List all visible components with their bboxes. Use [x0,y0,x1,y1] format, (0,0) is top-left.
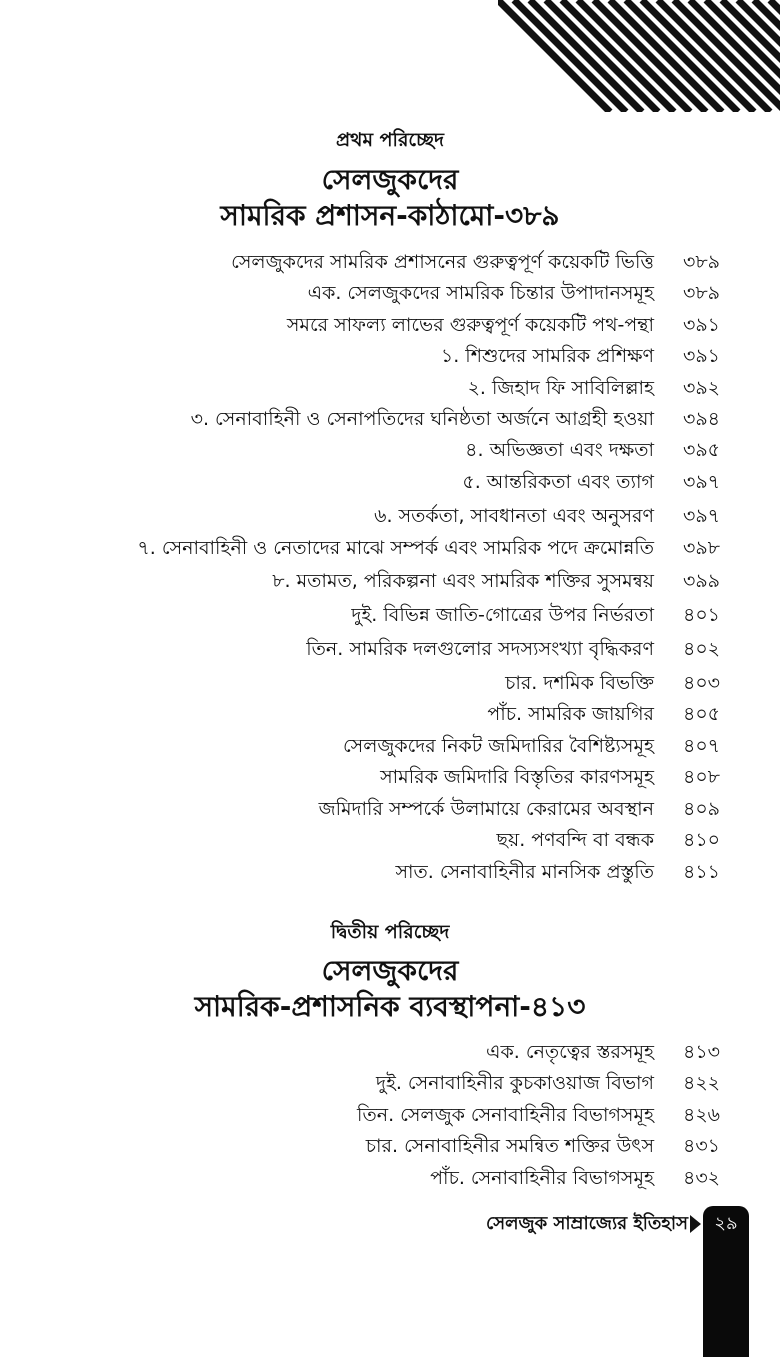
toc-entry[interactable] [0,634,780,664]
toc-entry-text: ৩. সেনাবাহিনী ও সেনাপতিদের ঘনিষ্ঠতা অর্জনে আগ্রহী হওয়া [190,408,654,430]
chapter-1-title-line-2: সামরিক প্রশাসন-কাঠামো-৩৮৯ [220,199,560,232]
toc-entry[interactable] [0,857,780,887]
toc-entry[interactable] [0,1100,780,1130]
toc-entry[interactable] [0,533,780,563]
toc-entry-text: ৮. মতামত, পরিকল্পনা এবং সামরিক শক্তির সুসমন্বয় [272,570,654,592]
toc-entry-text: ৭. সেনাবাহিনী ও নেতাদের মাঝে সম্পর্ক এবং সামরিক পদে ক্রমোন্নতি [137,537,654,559]
toc-entry-page: ৩৯৫ [683,439,721,461]
chapter-1-title-line-1: সেলজুকদের [321,163,459,196]
toc-entry-page: ৪০১ [683,604,721,626]
chapter-1-title [0,162,780,234]
toc-entry[interactable] [0,341,780,371]
toc-entry-text: এক. সেলজুকদের সামরিক চিন্তার উপাদানসমূহ [307,282,654,304]
corner-stripes-decoration [498,0,780,112]
toc-entry-text: সাত. সেনাবাহিনীর মানসিক প্রস্তুতি [395,861,654,883]
toc-entry-text: পাঁচ. সেনাবাহিনীর বিভাগসমূহ [430,1167,654,1189]
toc-entry-page: ৪০৫ [683,703,721,725]
toc-entry-text: ২. জিহাদ ফি সাবিলিল্লাহ [467,377,654,399]
toc-entry[interactable] [0,404,780,434]
chapter-2-heading [0,918,780,950]
toc-entry[interactable] [0,501,780,531]
toc-entry-page: ৪০৭ [683,735,721,757]
toc-entry-text: চার. সেনাবাহিনীর সমন্বিত শক্তির উৎস [365,1135,654,1157]
toc-entry-text: জমিদারি সম্পর্কে উলামায়ে কেরামের অবস্থান [318,798,654,820]
toc-entry-page: ৪২২ [683,1072,721,1094]
toc-entry[interactable] [0,699,780,729]
toc-entry-text: চার. দশমিক বিভক্তি [505,672,654,694]
toc-entry[interactable] [0,467,780,497]
toc-entry[interactable] [0,794,780,824]
chapter-2-title-line-1: সেলজুকদের [321,954,459,987]
toc-entry-page: ৪০৩ [683,672,721,694]
toc-entry[interactable] [0,1068,780,1098]
toc-entry[interactable] [0,247,780,277]
toc-entry-text: সেলজুকদের সামরিক প্রশাসনের গুরুত্বপূর্ণ কয়েকটি ভিত্তি [231,251,654,273]
toc-entry[interactable] [0,1163,780,1193]
toc-entry[interactable] [0,566,780,596]
toc-entry[interactable] [0,435,780,465]
chapter-2-label: দ্বিতীয় পরিচ্ছেদ [330,921,450,943]
toc-entry-page: ৩৯২ [683,377,721,399]
toc-entry-page: ৩৯৭ [683,471,721,493]
toc-entry-page: ৪৩২ [683,1167,721,1189]
toc-entry[interactable] [0,731,780,761]
toc-entry-page: ৩৯৮ [683,537,721,559]
toc-entry-page: ৩৯৭ [683,505,721,527]
toc-entry[interactable] [0,600,780,630]
toc-entry-page: ৩৯৪ [683,408,721,430]
toc-entry-text: ছয়. পণবন্দি বা বন্ধক [496,829,654,851]
triangle-right-icon [690,1215,701,1233]
toc-entry-page: ৪০২ [683,638,721,660]
toc-entry-text: পাঁচ. সামরিক জায়গির [487,703,654,725]
toc-entry[interactable] [0,825,780,855]
toc-entry-page: ৪১৩ [683,1041,721,1063]
toc-entry[interactable] [0,310,780,340]
chapter-1-heading [0,126,780,158]
toc-entry[interactable] [0,1037,780,1067]
page-number: ২৯ [714,1213,738,1234]
toc-entry-text: দুই. সেনাবাহিনীর কুচকাওয়াজ বিভাগ [375,1072,654,1094]
toc-entry-page: ৩৯১ [683,345,721,367]
chapter-2-title-line-2: সামরিক-প্রশাসনিক ব্যবস্থাপনা-৪১৩ [194,990,586,1023]
toc-entry[interactable] [0,762,780,792]
toc-entry-page: ৪০৯ [683,798,721,820]
toc-entry-page: ৩৮৯ [683,251,721,273]
toc-entry-text: ১. শিশুদের সামরিক প্রশিক্ষণ [440,345,654,367]
toc-entry-page: ৪১০ [683,829,721,851]
toc-entry-page: ৪০৮ [683,766,721,788]
toc-entry-text: ৪. অভিজ্ঞতা এবং দক্ষতা [465,439,654,461]
toc-entry-page: ৪২৬ [683,1104,721,1126]
toc-entry-text: এক. নেতৃত্বের স্তরসমূহ [486,1041,654,1063]
page-number-tab [703,1206,749,1357]
toc-entry-text: সমরে সাফল্য লাভের গুরুত্বপূর্ণ কয়েকটি পথ-পন্থা [286,314,654,336]
toc-entry[interactable] [0,1131,780,1161]
toc-entry-text: তিন. সেলজুক সেনাবাহিনীর বিভাগসমূহ [357,1104,654,1126]
toc-entry-text: ৫. আন্তরিকতা এবং ত্যাগ [462,471,654,493]
toc-entry[interactable] [0,668,780,698]
toc-entry-page: ৩৯৯ [683,570,721,592]
footer-book-title: সেলজুক সাম্রাজ্যের ইতিহাস [485,1213,688,1234]
toc-entry-text: সেলজুকদের নিকট জমিদারির বৈশিষ্ট্যসমূহ [342,735,654,757]
chapter-2-title [0,953,780,1025]
toc-entry-page: ৩৯১ [683,314,721,336]
toc-entry-text: তিন. সামরিক দলগুলোর সদস্যসংখ্যা বৃদ্ধিকরণ [306,638,654,660]
toc-entry[interactable] [0,373,780,403]
toc-entry[interactable] [0,278,780,308]
toc-entry-text: দুই. বিভিন্ন জাতি-গোত্রের উপর নির্ভরতা [351,604,654,626]
chapter-1-label: প্রথম পরিচ্ছেদ [335,129,445,151]
toc-entry-page: ৪৩১ [683,1135,721,1157]
toc-entry-text: ৬. সতর্কতা, সাবধানতা এবং অনুসরণ [374,505,654,527]
toc-entry-text: সামরিক জমিদারি বিস্তৃতির কারণসমূহ [380,766,654,788]
toc-entry-page: ৪১১ [683,861,720,883]
toc-entry-page: ৩৮৯ [683,282,721,304]
